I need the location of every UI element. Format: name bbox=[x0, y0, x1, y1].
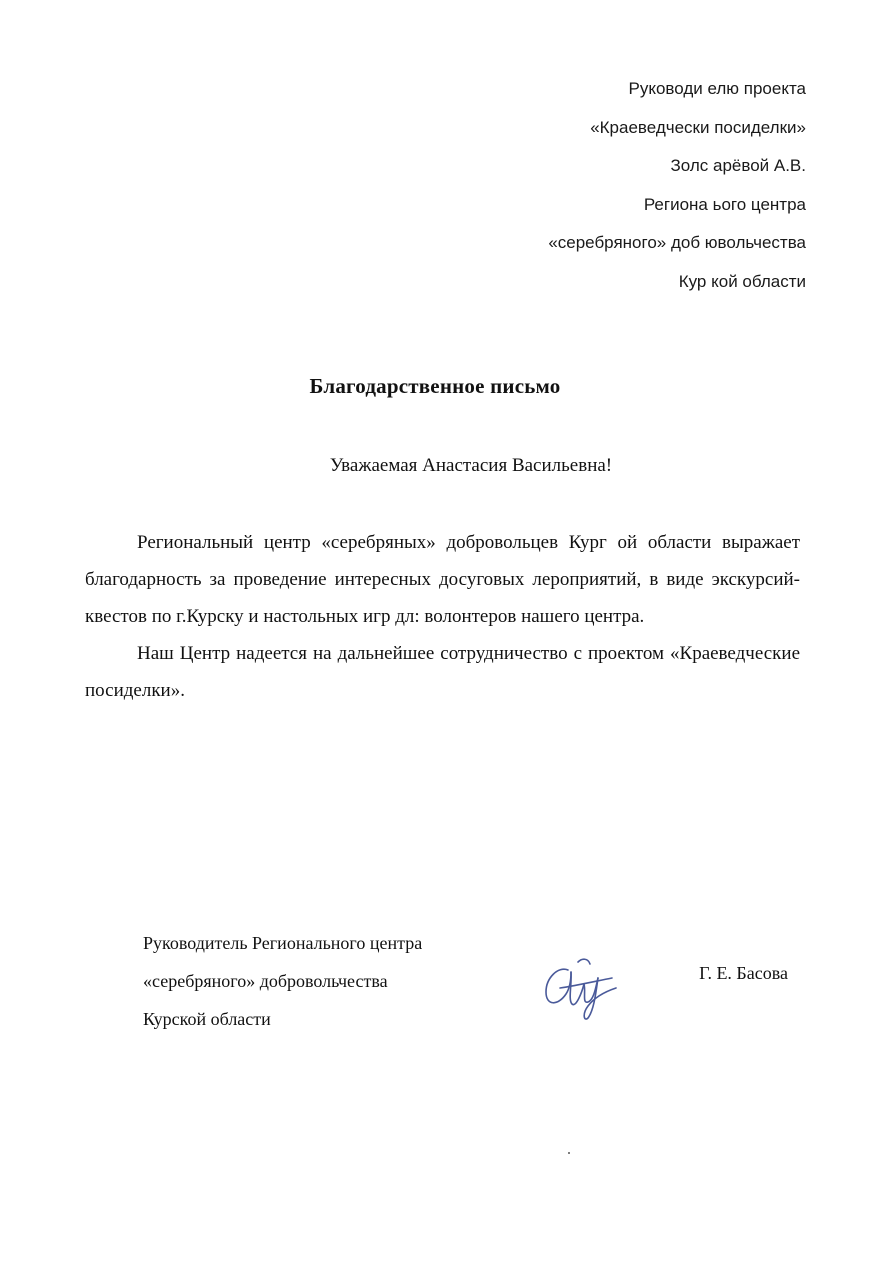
addressee-line: Руководи елю проекта bbox=[628, 79, 806, 98]
addressee-line: Региона ього центра bbox=[643, 194, 806, 214]
signer-position-line: Курской области bbox=[143, 1009, 271, 1029]
letter-greeting: Уважаемая Анастасия Васильевна! bbox=[329, 455, 613, 476]
addressee-line: Золс арёвой А.В. bbox=[670, 156, 806, 175]
handwritten-signature-icon bbox=[538, 948, 620, 1022]
addressee-line: «серебряного» доб ювольчества bbox=[548, 233, 806, 252]
addressee-line: «Краеведчески посиделки» bbox=[590, 117, 806, 137]
letter-title: Благодарственное письмо bbox=[309, 374, 561, 398]
addressee-line: Кур кой области bbox=[678, 271, 806, 291]
letter-body bbox=[85, 524, 800, 709]
signer-position-line: Руководитель Регионального центра bbox=[143, 933, 423, 953]
signer-position bbox=[143, 924, 422, 1038]
signer-position-line: «серебряного» добровольчества bbox=[143, 971, 388, 991]
addressee-block bbox=[386, 70, 806, 301]
signer-name: Г. Е. Басова bbox=[699, 963, 788, 983]
scan-speck bbox=[568, 1152, 570, 1154]
body-paragraph: Наш Центр надеется на дальнейшее сотрудничество с проектом «Краеведческие посиделки». bbox=[85, 643, 800, 701]
body-paragraph: Региональный центр «серебряных» добровольцев Кург ой области выражает благодарность за проведение интересных досуговых лероприятий, в виде экскурсий-квестов по г.Курску и настольных игр дл: волонтеров нашего центра. bbox=[85, 532, 800, 627]
